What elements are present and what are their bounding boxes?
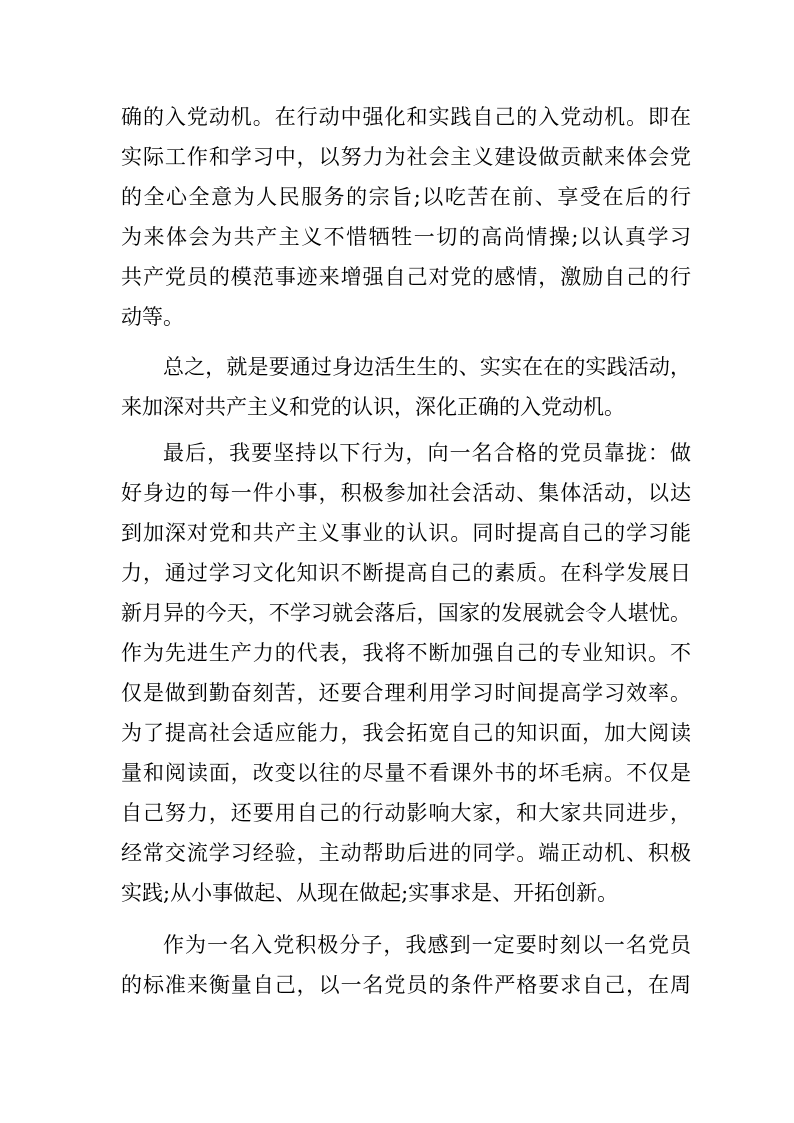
text-line: 确的入党动机。在行动中强化和实践自己的入党动机。即在 (121, 105, 691, 129)
text-line: 作为先进生产力的代表，我将不断加强自己的专业知识。不 (121, 641, 691, 665)
text-line: 经常交流学习经验，主动帮助后进的同学。端正动机、积极 (121, 841, 691, 865)
text-line: 总之，就是要通过身边活生生的、实实在在的实践活动， (163, 355, 691, 379)
text-line: 力，通过学习文化知识不断提高自己的素质。在科学发展日 (121, 561, 691, 585)
text-line: 自己努力，还要用自己的行动影响大家，和大家共同进步， (121, 801, 691, 825)
text-line: 最后，我要坚持以下行为，向一名合格的党员靠拢：做 (163, 441, 691, 465)
text-line: 到加深对党和共产主义事业的认识。同时提高自己的学习能 (121, 521, 691, 545)
text-line: 仅是做到勤奋刻苦，还要合理利用学习时间提高学习效率。 (121, 681, 691, 705)
text-line: 实际工作和学习中，以努力为社会主义建设做贡献来体会党 (121, 145, 691, 169)
text-line: 实践;从小事做起、从现在做起;实事求是、开拓创新。 (121, 881, 619, 905)
text-line: 为来体会为共产主义不惜牺牲一切的高尚情操;以认真学习 (121, 225, 691, 249)
text-line: 的标准来衡量自己，以一名党员的条件严格要求自己，在周 (121, 973, 691, 997)
text-line: 的全心全意为人民服务的宗旨;以吃苦在前、享受在后的行 (121, 185, 691, 209)
text-line: 共产党员的模范事迹来增强自己对党的感情，激励自己的行 (121, 265, 691, 289)
text-line: 作为一名入党积极分子，我感到一定要时刻以一名党员 (163, 933, 691, 957)
text-line: 好身边的每一件小事，积极参加社会活动、集体活动，以达 (121, 481, 691, 505)
text-line: 动等。 (121, 305, 184, 329)
text-line: 新月异的今天，不学习就会落后，国家的发展就会令人堪忧。 (121, 601, 691, 625)
text-line: 来加深对共产主义和党的认识，深化正确的入党动机。 (121, 395, 625, 419)
text-line: 为了提高社会适应能力，我会拓宽自己的知识面，加大阅读 (121, 721, 691, 745)
text-line: 量和阅读面，改变以往的尽量不看课外书的坏毛病。不仅是 (121, 761, 691, 785)
